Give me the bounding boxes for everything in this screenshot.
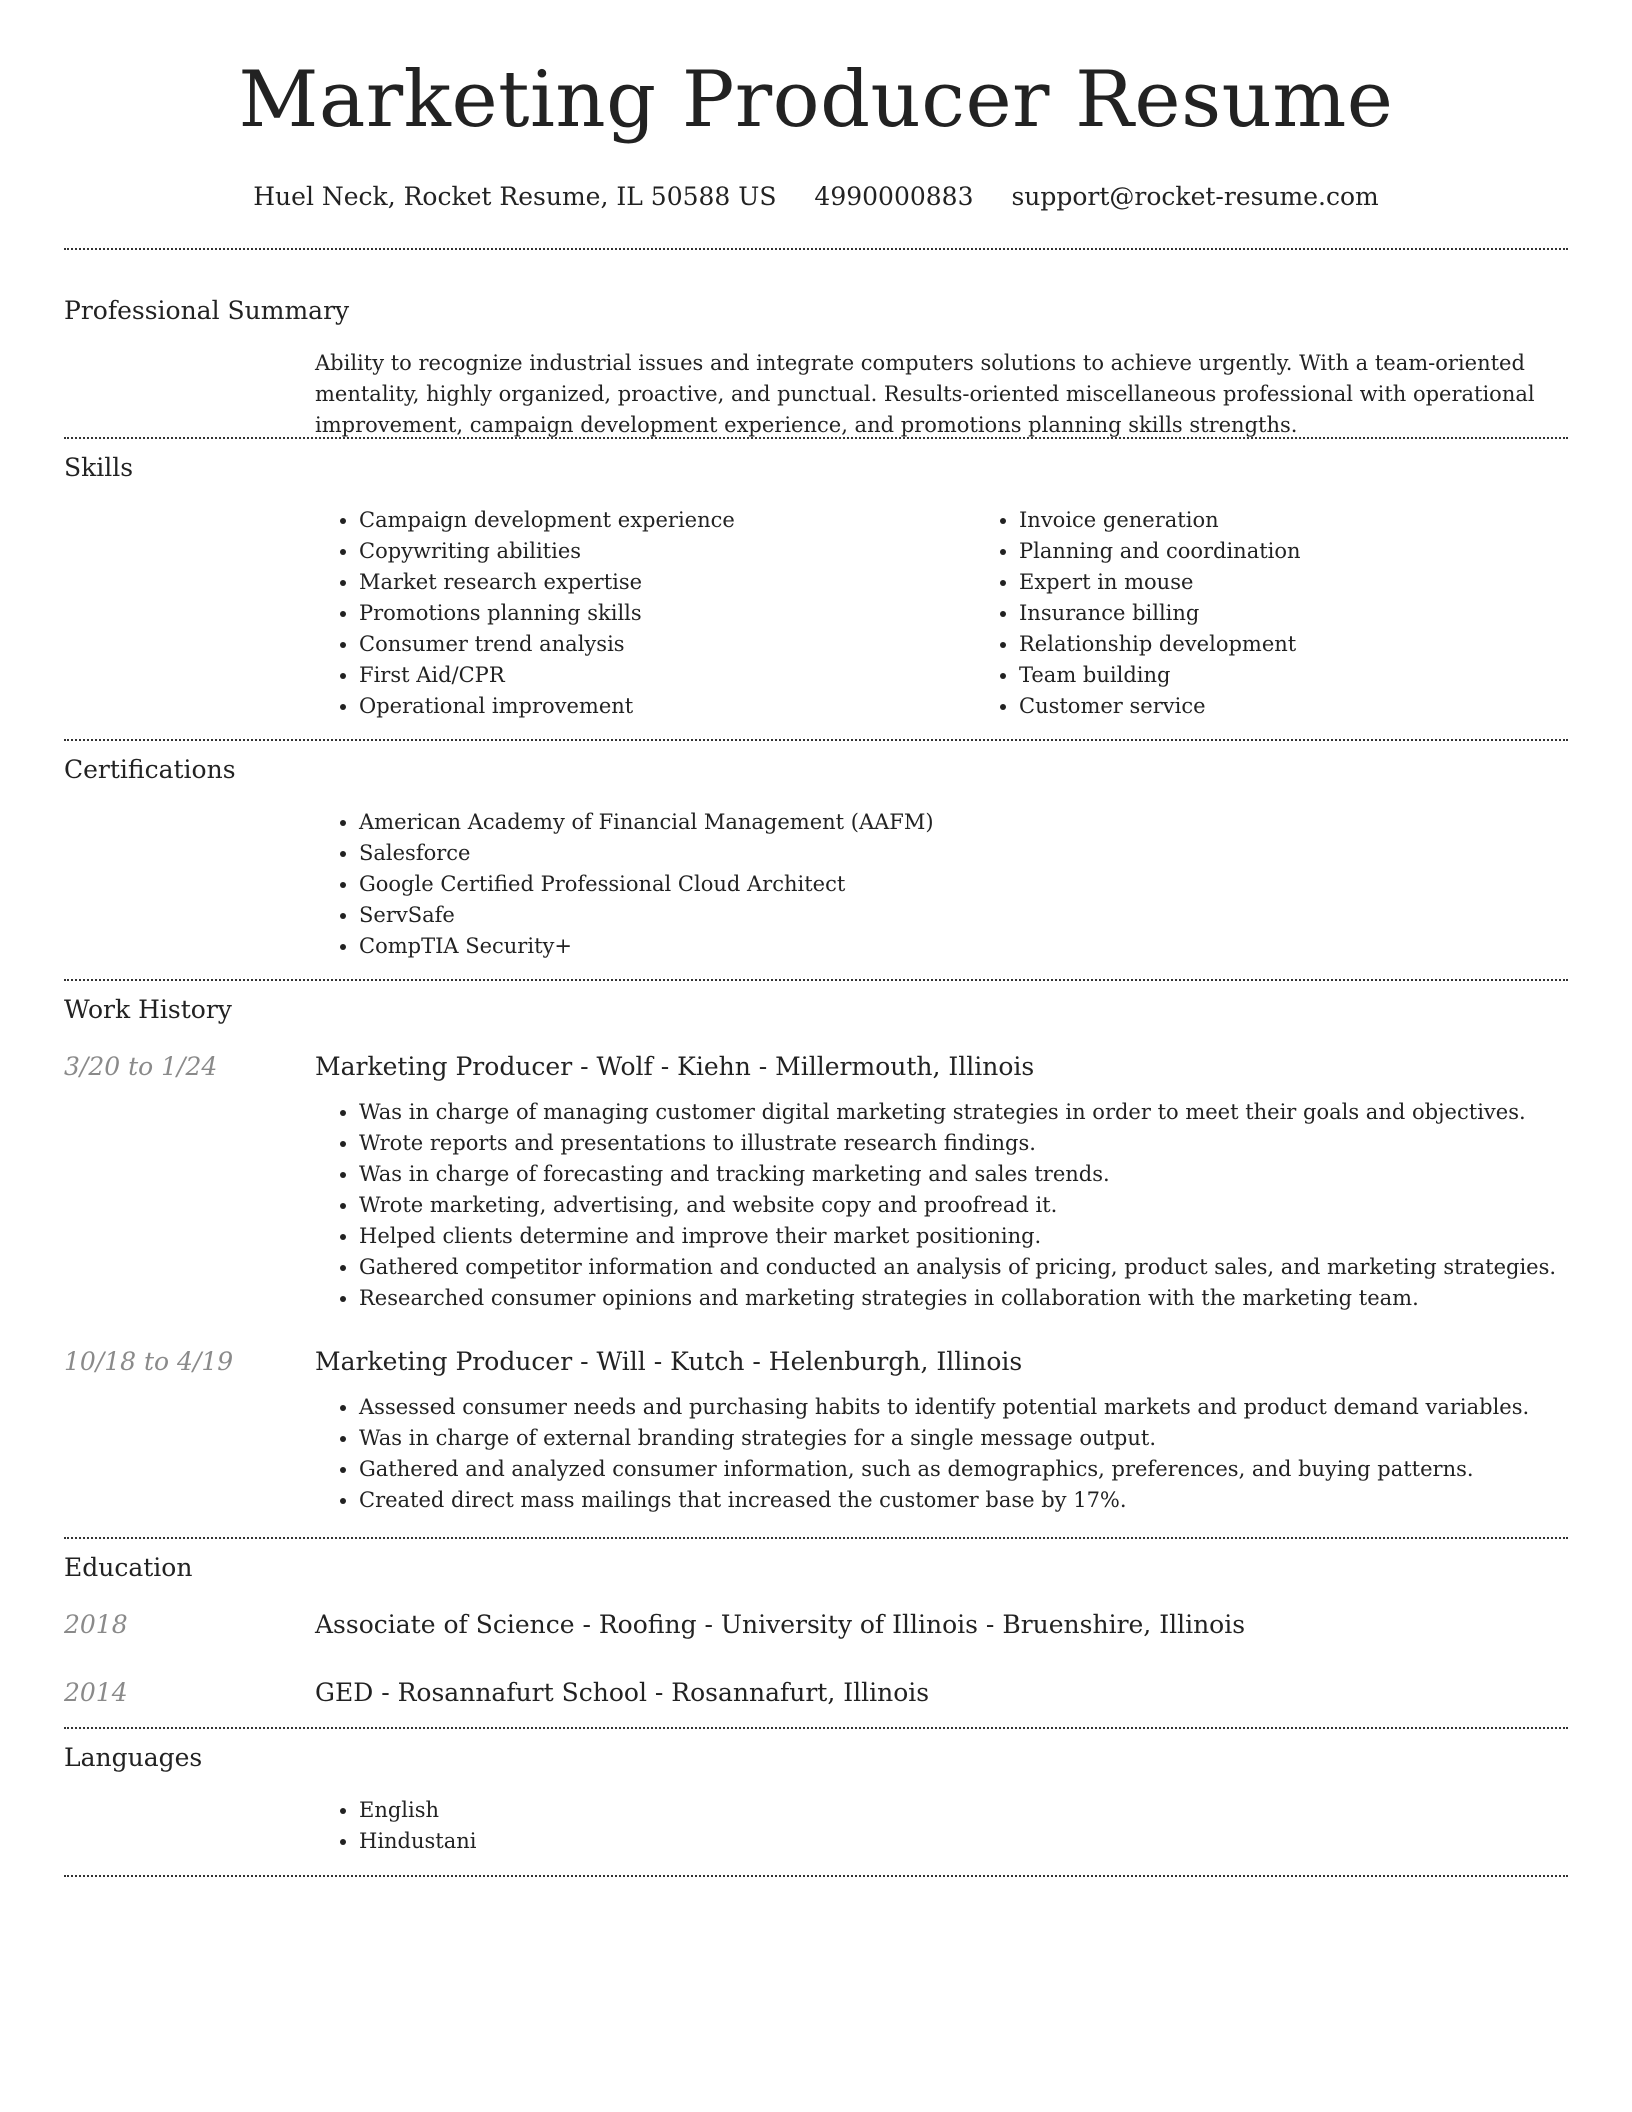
skills-list-right bbox=[975, 505, 1632, 722]
list-item: • Copywriting abilities bbox=[359, 536, 975, 567]
education-entry bbox=[64, 1609, 1568, 1641]
list-item: • Promotions planning skills bbox=[359, 598, 975, 629]
summary-text: Ability to recognize industrial issues and integrate computers solutions to achieve urgently. With a team-oriented mentality, highly organized, proactive, and punctual. Results-oriented miscellaneous professional with operational improvement, campaign development experience, and promotions planning skills strengths. bbox=[315, 351, 1535, 437]
job-entry bbox=[64, 1051, 1568, 1314]
list-item: • Insurance billing bbox=[1019, 598, 1632, 629]
list-item: • Wrote reports and presentations to illustrate research findings. bbox=[359, 1128, 1568, 1159]
section-title-languages: Languages bbox=[64, 1743, 203, 1772]
list-item: • Gathered competitor information and conducted an analysis of pricing, product sales, and marketing strategies. bbox=[359, 1252, 1568, 1283]
list-item: • Invoice generation bbox=[1019, 505, 1632, 536]
list-item: • Relationship development bbox=[1019, 629, 1632, 660]
section-title-skills: Skills bbox=[64, 453, 134, 482]
list-item: • English bbox=[359, 1795, 1568, 1826]
list-item: • Was in charge of forecasting and tracking marketing and sales trends. bbox=[359, 1159, 1568, 1190]
education-entry bbox=[64, 1677, 1568, 1709]
list-item: • Created direct mass mailings that increased the customer base by 17%. bbox=[359, 1485, 1568, 1516]
job-entry bbox=[64, 1346, 1568, 1516]
list-item: • First Aid/CPR bbox=[359, 660, 975, 691]
job-title: Marketing Producer - Will - Kutch - Helenburgh, Illinois bbox=[315, 1347, 1023, 1376]
list-item: • Planning and coordination bbox=[1019, 536, 1632, 567]
job-title: Marketing Producer - Wolf - Kiehn - Millermouth, Illinois bbox=[315, 1052, 1035, 1081]
list-item: • ServSafe bbox=[359, 900, 1568, 931]
section-title-work-history: Work History bbox=[64, 995, 232, 1024]
job-bullets bbox=[315, 1392, 1568, 1516]
skills-columns bbox=[315, 505, 1632, 722]
education-title: Associate of Science - Roofing - University of Illinois - Bruenshire, Illinois bbox=[315, 1610, 1246, 1639]
list-item: • Wrote marketing, advertising, and website copy and proofread it. bbox=[359, 1190, 1568, 1221]
education-year: 2014 bbox=[64, 1678, 128, 1707]
contact-line bbox=[64, 180, 1568, 214]
education-title: GED - Rosannafurt School - Rosannafurt, Illinois bbox=[315, 1678, 930, 1707]
list-item: • Operational improvement bbox=[359, 691, 975, 722]
skills-list-left bbox=[315, 505, 975, 722]
languages-section bbox=[64, 1729, 1568, 1875]
list-item: • American Academy of Financial Management (AAFM) bbox=[359, 807, 1568, 838]
job-bullets bbox=[315, 1097, 1568, 1314]
list-item: • Market research expertise bbox=[359, 567, 975, 598]
contact-email: support@rocket-resume.com bbox=[1011, 182, 1379, 211]
list-item: • Salesforce bbox=[359, 838, 1568, 869]
list-item: • CompTIA Security+ bbox=[359, 931, 1568, 962]
list-item: • Customer service bbox=[1019, 691, 1632, 722]
list-item: • Expert in mouse bbox=[1019, 567, 1632, 598]
contact-address: Huel Neck, Rocket Resume, IL 50588 US bbox=[253, 182, 777, 211]
list-item: • Hindustani bbox=[359, 1826, 1568, 1857]
job-dates: 10/18 to 4/19 bbox=[64, 1347, 234, 1376]
section-title-education: Education bbox=[64, 1553, 193, 1582]
section-title-summary: Professional Summary bbox=[64, 296, 350, 325]
education-section bbox=[64, 1539, 1568, 1727]
list-item: • Was in charge of external branding strategies for a single message output. bbox=[359, 1423, 1568, 1454]
contact-phone: 4990000883 bbox=[814, 182, 974, 211]
page-title: Marketing Producer Resume bbox=[238, 55, 1394, 145]
list-item: • Team building bbox=[1019, 660, 1632, 691]
list-item: • Assessed consumer needs and purchasing habits to identify potential markets and product demand variables. bbox=[359, 1392, 1568, 1423]
list-item: • Consumer trend analysis bbox=[359, 629, 975, 660]
section-title-certifications: Certifications bbox=[64, 755, 236, 784]
skills-section bbox=[64, 439, 1568, 739]
list-item: • Helped clients determine and improve their market positioning. bbox=[359, 1221, 1568, 1252]
list-item: • Gathered and analyzed consumer information, such as demographics, preferences, and buying patterns. bbox=[359, 1454, 1568, 1485]
languages-list bbox=[315, 1795, 1568, 1857]
education-year: 2018 bbox=[64, 1610, 128, 1639]
list-item: • Campaign development experience bbox=[359, 505, 975, 536]
list-item: • Researched consumer opinions and marketing strategies in collaboration with the marketing team. bbox=[359, 1283, 1568, 1314]
certifications-section bbox=[64, 741, 1568, 979]
work-history-section bbox=[64, 981, 1568, 1537]
list-item: • Google Certified Professional Cloud Architect bbox=[359, 869, 1568, 900]
list-item: • Was in charge of managing customer digital marketing strategies in order to meet their goals and objectives. bbox=[359, 1097, 1568, 1128]
divider bbox=[64, 1875, 1568, 1877]
certifications-list bbox=[315, 807, 1568, 962]
summary-section bbox=[64, 250, 1568, 437]
job-dates: 3/20 to 1/24 bbox=[64, 1052, 218, 1081]
resume-header bbox=[64, 0, 1568, 214]
